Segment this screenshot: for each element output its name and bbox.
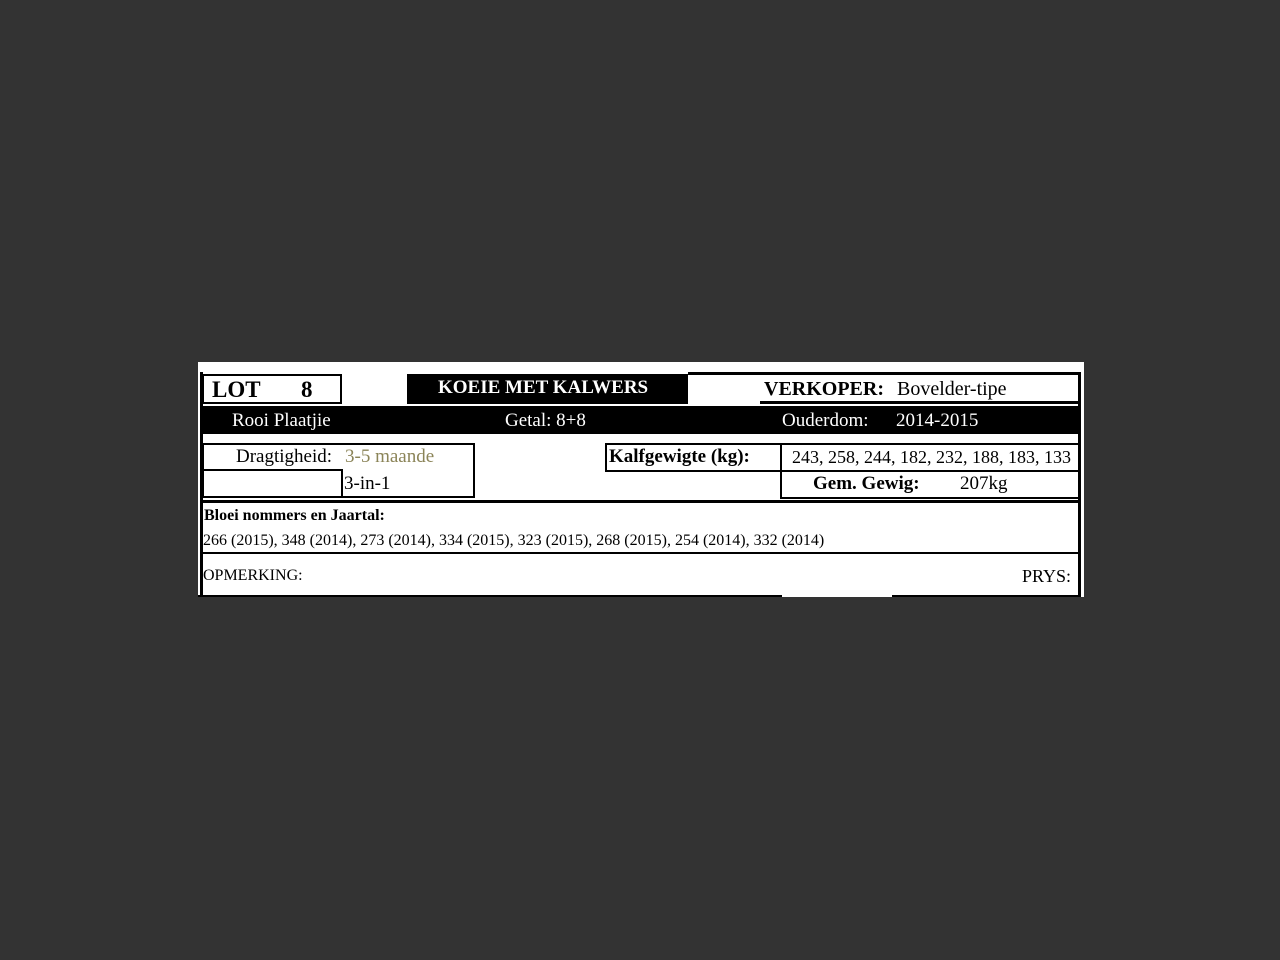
pregnancy-label: Dragtigheid:	[236, 446, 333, 467]
bloei-top-border	[200, 500, 1081, 503]
seller-value: Bovelder-tipe	[897, 378, 1007, 400]
avg-weight-value: 207kg	[960, 473, 1008, 494]
age-value: 2014-2015	[896, 410, 979, 431]
bloei-values: 266 (2015), 348 (2014), 273 (2014), 334 (2015), 323 (2015), 268 (2015), 254 (2014), 332 (2014)	[203, 532, 825, 549]
lot-sheet	[198, 362, 1084, 597]
seller-label: VERKOPER:	[764, 378, 884, 400]
count-text: Getal: 8+8	[505, 410, 586, 431]
age-label: Ouderdom:	[782, 410, 869, 431]
package-value: 3-in-1	[344, 473, 391, 494]
pregnancy-divider-h	[202, 469, 343, 471]
lot-number: 8	[301, 377, 313, 402]
avg-weight-label: Gem. Gewig:	[813, 473, 920, 494]
bloei-heading: Bloei nommers en Jaartal:	[204, 507, 385, 524]
calf-weight-label-divider	[780, 443, 782, 499]
footer-bottom-line	[198, 595, 782, 597]
seller-underline	[760, 401, 1081, 404]
pregnancy-divider-v	[341, 469, 343, 498]
top-border-right	[688, 372, 1081, 375]
calf-weight-label: Kalfgewigte (kg):	[609, 446, 750, 467]
pregnancy-value: 3-5 maande	[345, 446, 435, 467]
breed-text: Rooi Plaatjie	[232, 410, 331, 431]
calf-weight-values: 243, 258, 244, 182, 232, 188, 183, 133	[792, 447, 1071, 467]
title: KOEIE MET KALWERS	[438, 377, 649, 398]
price-label: PRYS:	[1022, 566, 1072, 586]
lot-label: LOT	[212, 377, 261, 402]
remark-label: OPMERKING:	[203, 567, 303, 584]
bloei-bottom-border	[200, 552, 1081, 554]
avg-weight-bottom	[780, 497, 1081, 499]
footer-bottom-line-right	[892, 595, 1081, 597]
